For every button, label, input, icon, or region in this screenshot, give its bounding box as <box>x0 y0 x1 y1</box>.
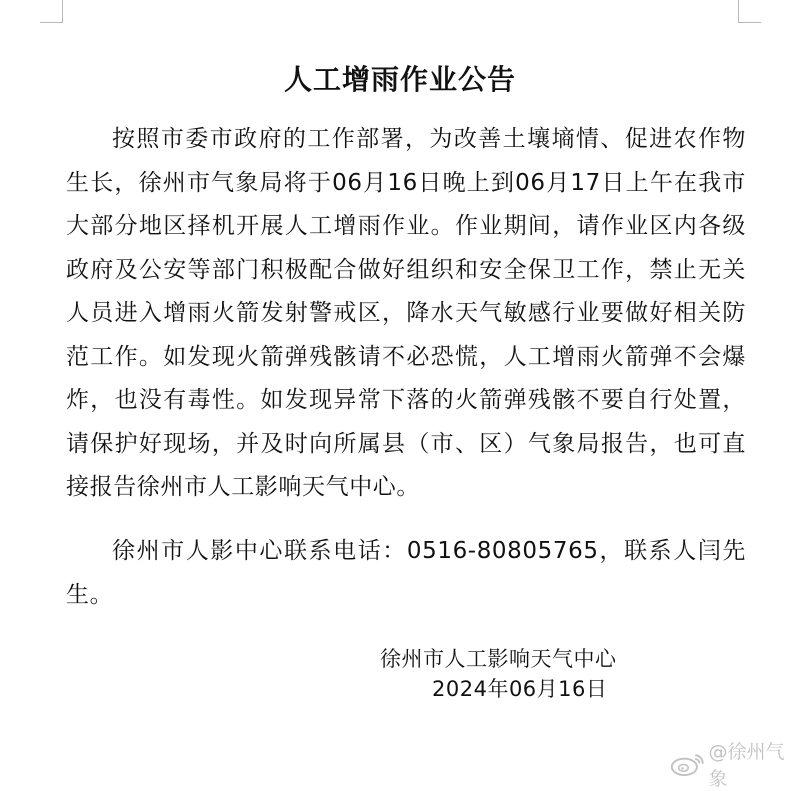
announcement-body: 按照市委市政府的工作部署，为改善土壤墒情、促进农作物生长，徐州市气象局将于06月16日晚上到06月17日上午在我市大部分地区择机开展人工增雨作业。作业期间，请作业区内各级政府及公安等部门积极配合做好组织和安全保卫工作，禁止无关人员进入增雨火箭发射警戒区，降水天气敏感行业要做好相关防范工作。如发现火箭弹残骸请不必恐慌，人工增雨火箭弹不会爆炸，也没有毒性。如发现异常下落的火箭弹残骸不要自行处置，请保护好现场，并及时向所属县（市、区）气象局报告，也可直接报告徐州市人工影响天气中心。 <box>66 126 746 500</box>
page-corner-mark-left <box>40 0 63 23</box>
watermark-text: @徐州气象 <box>708 741 785 790</box>
watermark <box>668 737 800 791</box>
document-title: 人工增雨作业公告 <box>283 63 516 96</box>
page-corner-mark-right <box>738 0 761 23</box>
contact-info: 徐州市人影中心联系电话：0516-80805765，联系人闫先生。 <box>66 538 746 608</box>
signature-org: 徐州市人工影响天气中心 <box>380 647 617 671</box>
weibo-icon <box>668 751 707 777</box>
signature-date: 2024年06月16日 <box>432 677 608 701</box>
signature-block <box>380 644 617 704</box>
